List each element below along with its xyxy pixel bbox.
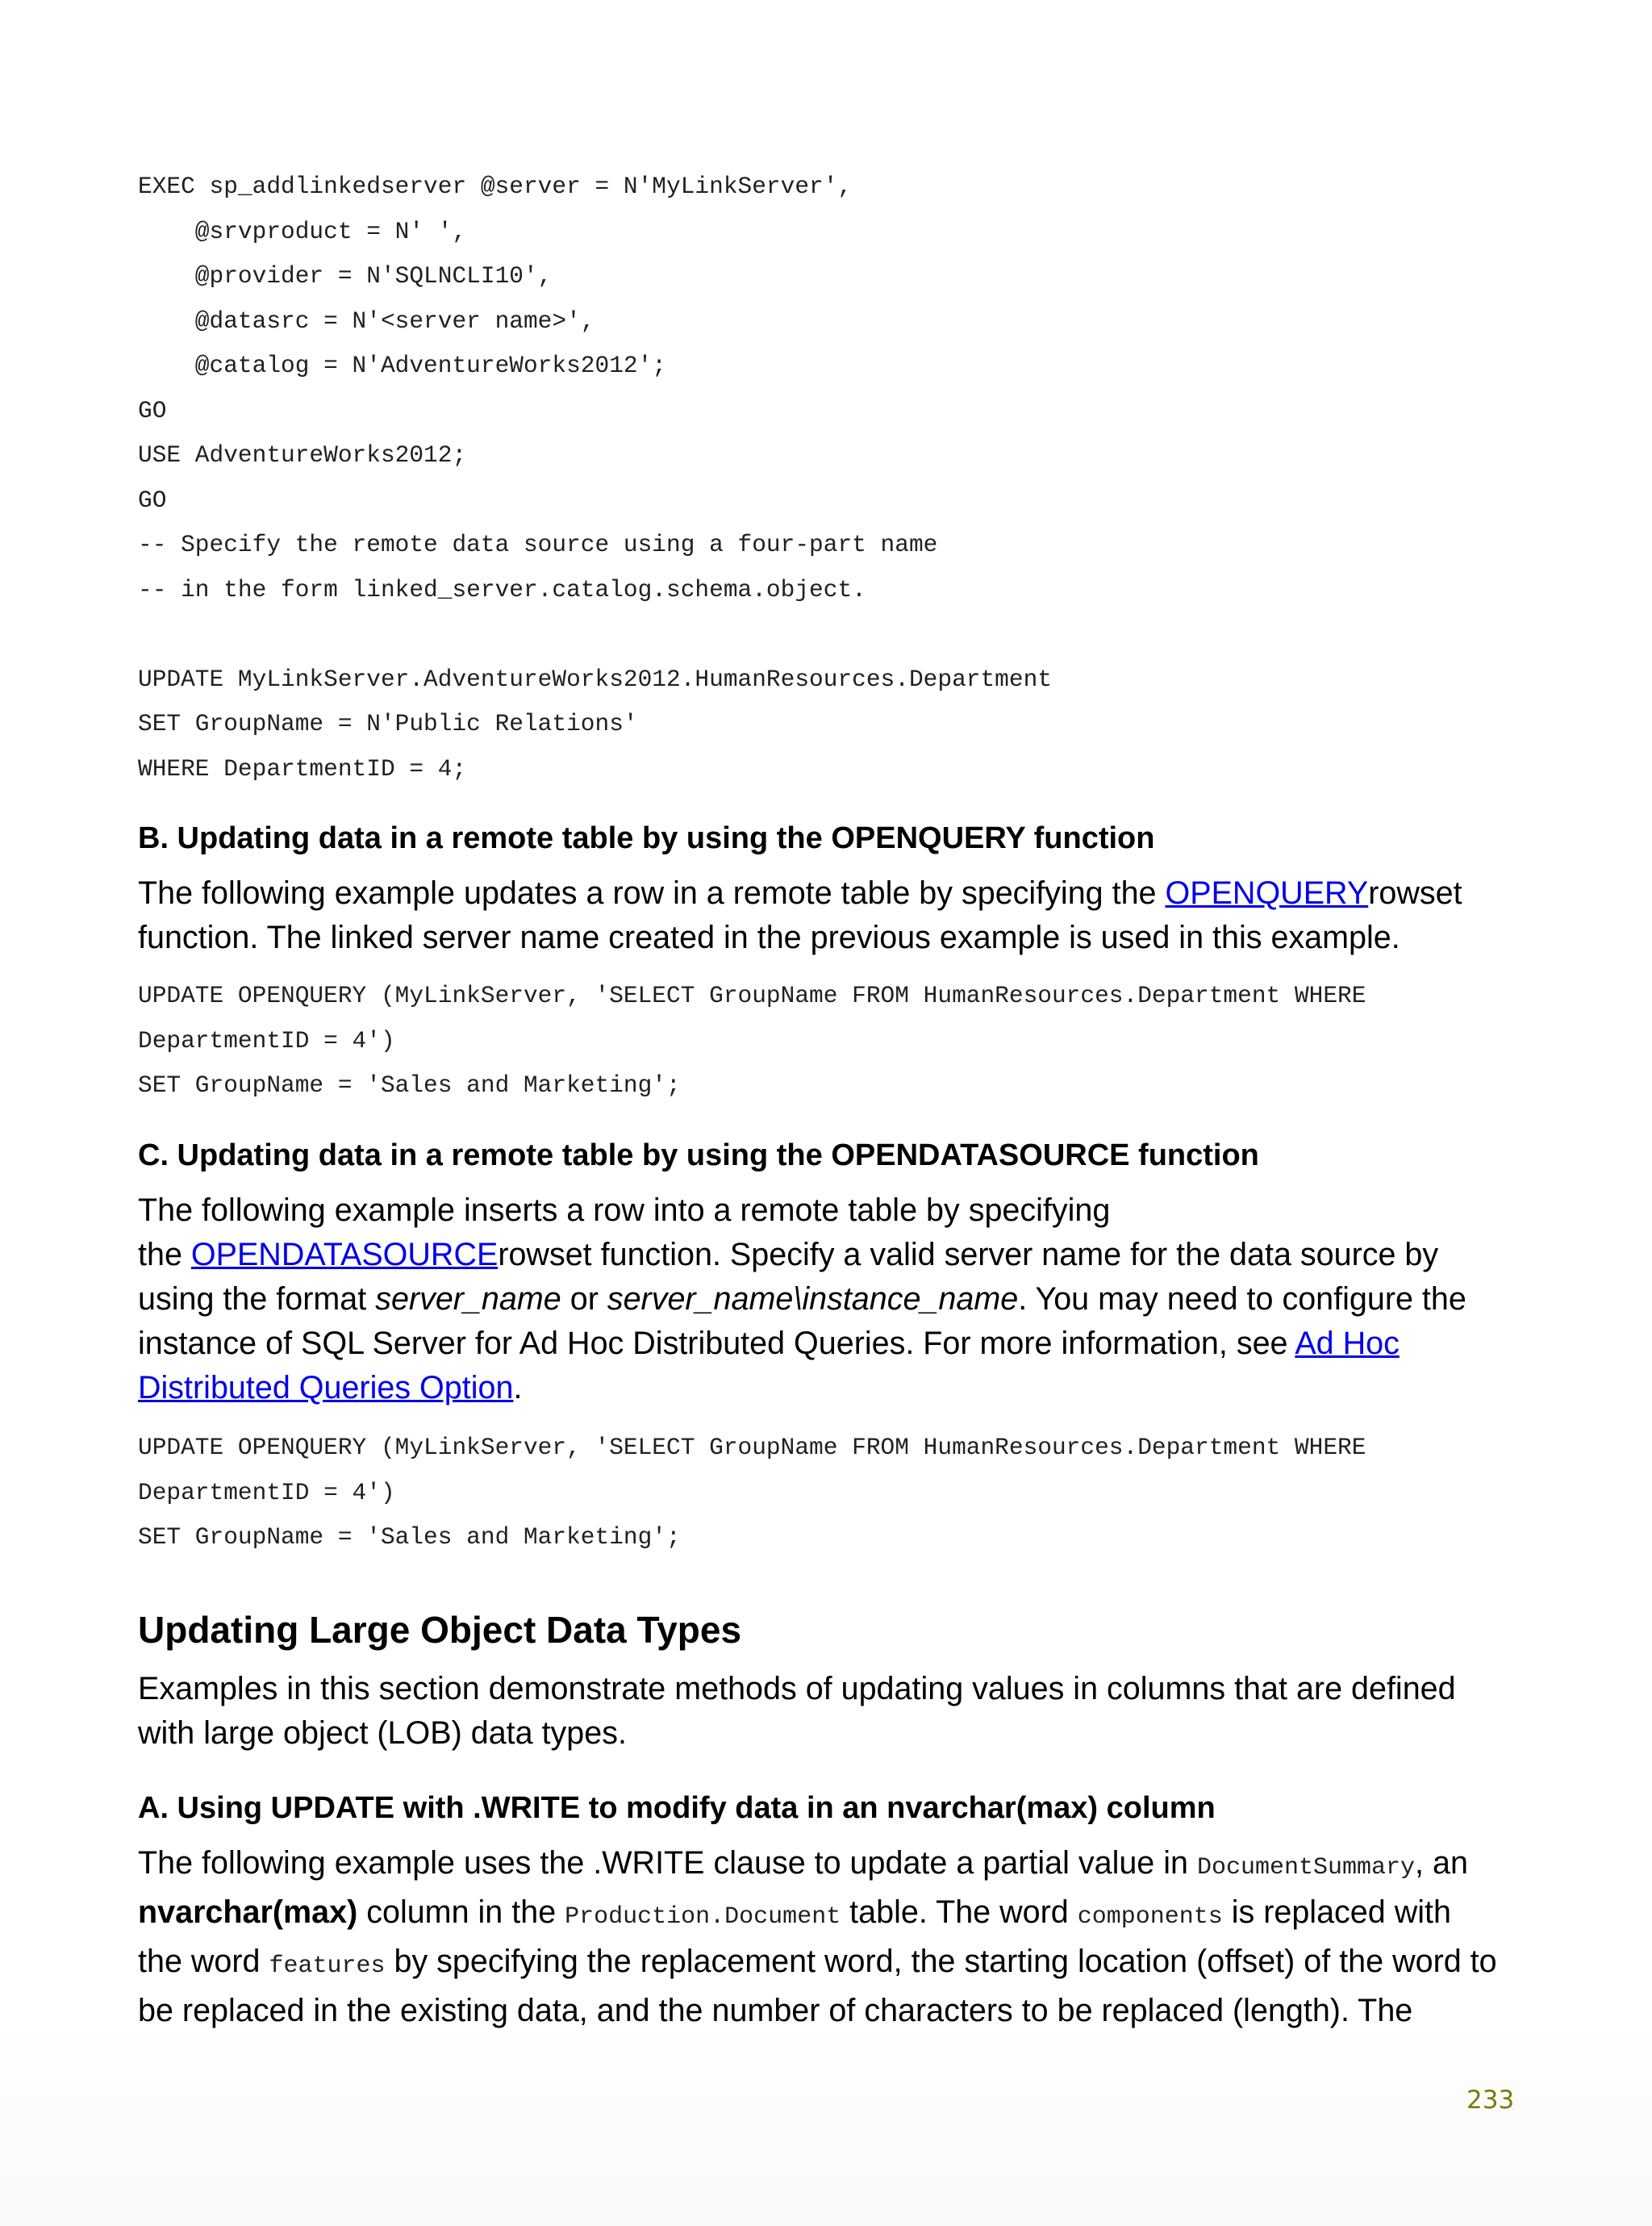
paragraph-line xyxy=(138,1366,1525,1410)
code-line: USE AdventureWorks2012; xyxy=(138,441,467,469)
opendatasource-link[interactable]: OPENDATASOURCE xyxy=(190,1237,499,1272)
code-line: UPDATE OPENQUERY (MyLinkServer, 'SELECT GroupName FROM HumanResources.Department WHERE xyxy=(138,982,1366,1009)
text: the word xyxy=(138,1944,269,1979)
code-line: GO xyxy=(138,486,167,514)
paragraph-line xyxy=(138,871,1525,916)
paragraph-section-c xyxy=(138,1188,1525,1410)
code-line: @datasrc = N'<server name>', xyxy=(138,307,595,335)
ad-hoc-queries-link-continued[interactable]: Distributed Queries Option xyxy=(138,1370,514,1405)
text: or xyxy=(561,1281,607,1317)
code-line: SET GroupName = N'Public Relations' xyxy=(138,710,638,737)
paragraph-line: The following example inserts a row into a remote table by specifying xyxy=(138,1192,1111,1228)
code-line: -- in the form linked_server.catalog.schema.object. xyxy=(138,575,866,603)
heading-section-c: C. Updating data in a remote table by using the OPENDATASOURCE function xyxy=(138,1138,1259,1172)
paragraph-line xyxy=(138,1322,1525,1366)
text: The following example updates a row in a remote table by specifying the xyxy=(138,875,1166,911)
code-line: DepartmentID = 4') xyxy=(138,1026,395,1055)
text: rowset function. Specify a valid server name for the data source by xyxy=(498,1237,1439,1272)
text: column in the xyxy=(357,1894,565,1930)
code-block-openquery xyxy=(138,974,1525,1109)
paragraph-line xyxy=(138,1890,1525,1940)
text: . xyxy=(513,1370,523,1405)
code-line: @catalog = N'AdventureWorks2012'; xyxy=(138,352,667,379)
code-block-linked-server xyxy=(138,165,1525,791)
page-number: 233 xyxy=(1466,2086,1515,2115)
code-line: @provider = N'SQLNCLI10', xyxy=(138,262,553,290)
inline-code: DocumentSummary xyxy=(1196,1854,1416,1881)
bold-type-name: nvarchar(max) xyxy=(138,1894,358,1930)
text: by specifying the replacement word, the starting location (offset) of the word to xyxy=(385,1944,1497,1979)
openquery-link[interactable]: OPENQUERY xyxy=(1165,875,1369,911)
heading-large-object-data-types: Updating Large Object Data Types xyxy=(138,1609,742,1651)
heading-section-a: A. Using UPDATE with .WRITE to modify data in an nvarchar(max) column xyxy=(138,1791,1216,1825)
heading-section-b: B. Updating data in a remote table by using the OPENQUERY function xyxy=(138,821,1155,855)
paragraph-line: be replaced in the existing data, and the number of characters to be replaced (length). The xyxy=(138,1993,1413,2028)
text: , an xyxy=(1415,1845,1468,1881)
code-line: WHERE DepartmentID = 4; xyxy=(138,754,467,783)
text: The following example uses the .WRITE clause to update a partial value in xyxy=(138,1845,1197,1881)
paragraph-line: with large object (LOB) data types. xyxy=(138,1715,627,1751)
paragraph-line xyxy=(138,1233,1525,1277)
paragraph-line xyxy=(138,1841,1525,1890)
text: instance of SQL Server for Ad Hoc Distributed Queries. For more information, see xyxy=(138,1326,1295,1361)
emphasis-server-name: server_name xyxy=(375,1281,561,1317)
code-line: GO xyxy=(138,396,167,424)
paragraph-line: function. The linked server name created in the previous example is used in this example. xyxy=(138,920,1400,955)
code-line: @srvproduct = N' ', xyxy=(138,217,467,245)
inline-code: Production.Document xyxy=(565,1903,841,1931)
text: . You may need to configure the xyxy=(1018,1281,1466,1317)
code-line: SET GroupName = 'Sales and Marketing'; xyxy=(138,1071,681,1099)
code-line: UPDATE OPENQUERY (MyLinkServer, 'SELECT GroupName FROM HumanResources.Department WHERE xyxy=(138,1434,1366,1461)
emphasis-instance-name: server_name\instance_name xyxy=(607,1281,1019,1317)
inline-code: features xyxy=(269,1952,386,1980)
paragraph-section-b xyxy=(138,871,1525,960)
paragraph-section-a xyxy=(138,1841,1525,2033)
code-block-opendatasource xyxy=(138,1426,1525,1560)
paragraph-line: Examples in this section demonstrate methods of updating values in columns that are defined xyxy=(138,1671,1456,1706)
paragraph-large-object xyxy=(138,1667,1525,1756)
text: rowset xyxy=(1368,875,1462,911)
code-line: EXEC sp_addlinkedserver @server = N'MyLinkServer', xyxy=(138,173,853,200)
paragraph-line xyxy=(138,1277,1525,1322)
paragraph-line xyxy=(138,1940,1525,1989)
ad-hoc-queries-link[interactable]: Ad Hoc xyxy=(1295,1326,1400,1361)
text: table. The word xyxy=(841,1894,1078,1930)
code-line: SET GroupName = 'Sales and Marketing'; xyxy=(138,1523,681,1551)
inline-code: components xyxy=(1077,1903,1223,1931)
text: the xyxy=(138,1237,191,1272)
text: is replaced with xyxy=(1222,1894,1451,1930)
page-bottom-shade xyxy=(0,2016,1652,2226)
code-line xyxy=(138,612,1525,658)
code-line: -- Specify the remote data source using a four-part name xyxy=(138,531,938,558)
text: using the format xyxy=(138,1281,376,1317)
code-line: DepartmentID = 4') xyxy=(138,1478,395,1506)
code-line: UPDATE MyLinkServer.AdventureWorks2012.HumanResources.Department xyxy=(138,665,1052,693)
